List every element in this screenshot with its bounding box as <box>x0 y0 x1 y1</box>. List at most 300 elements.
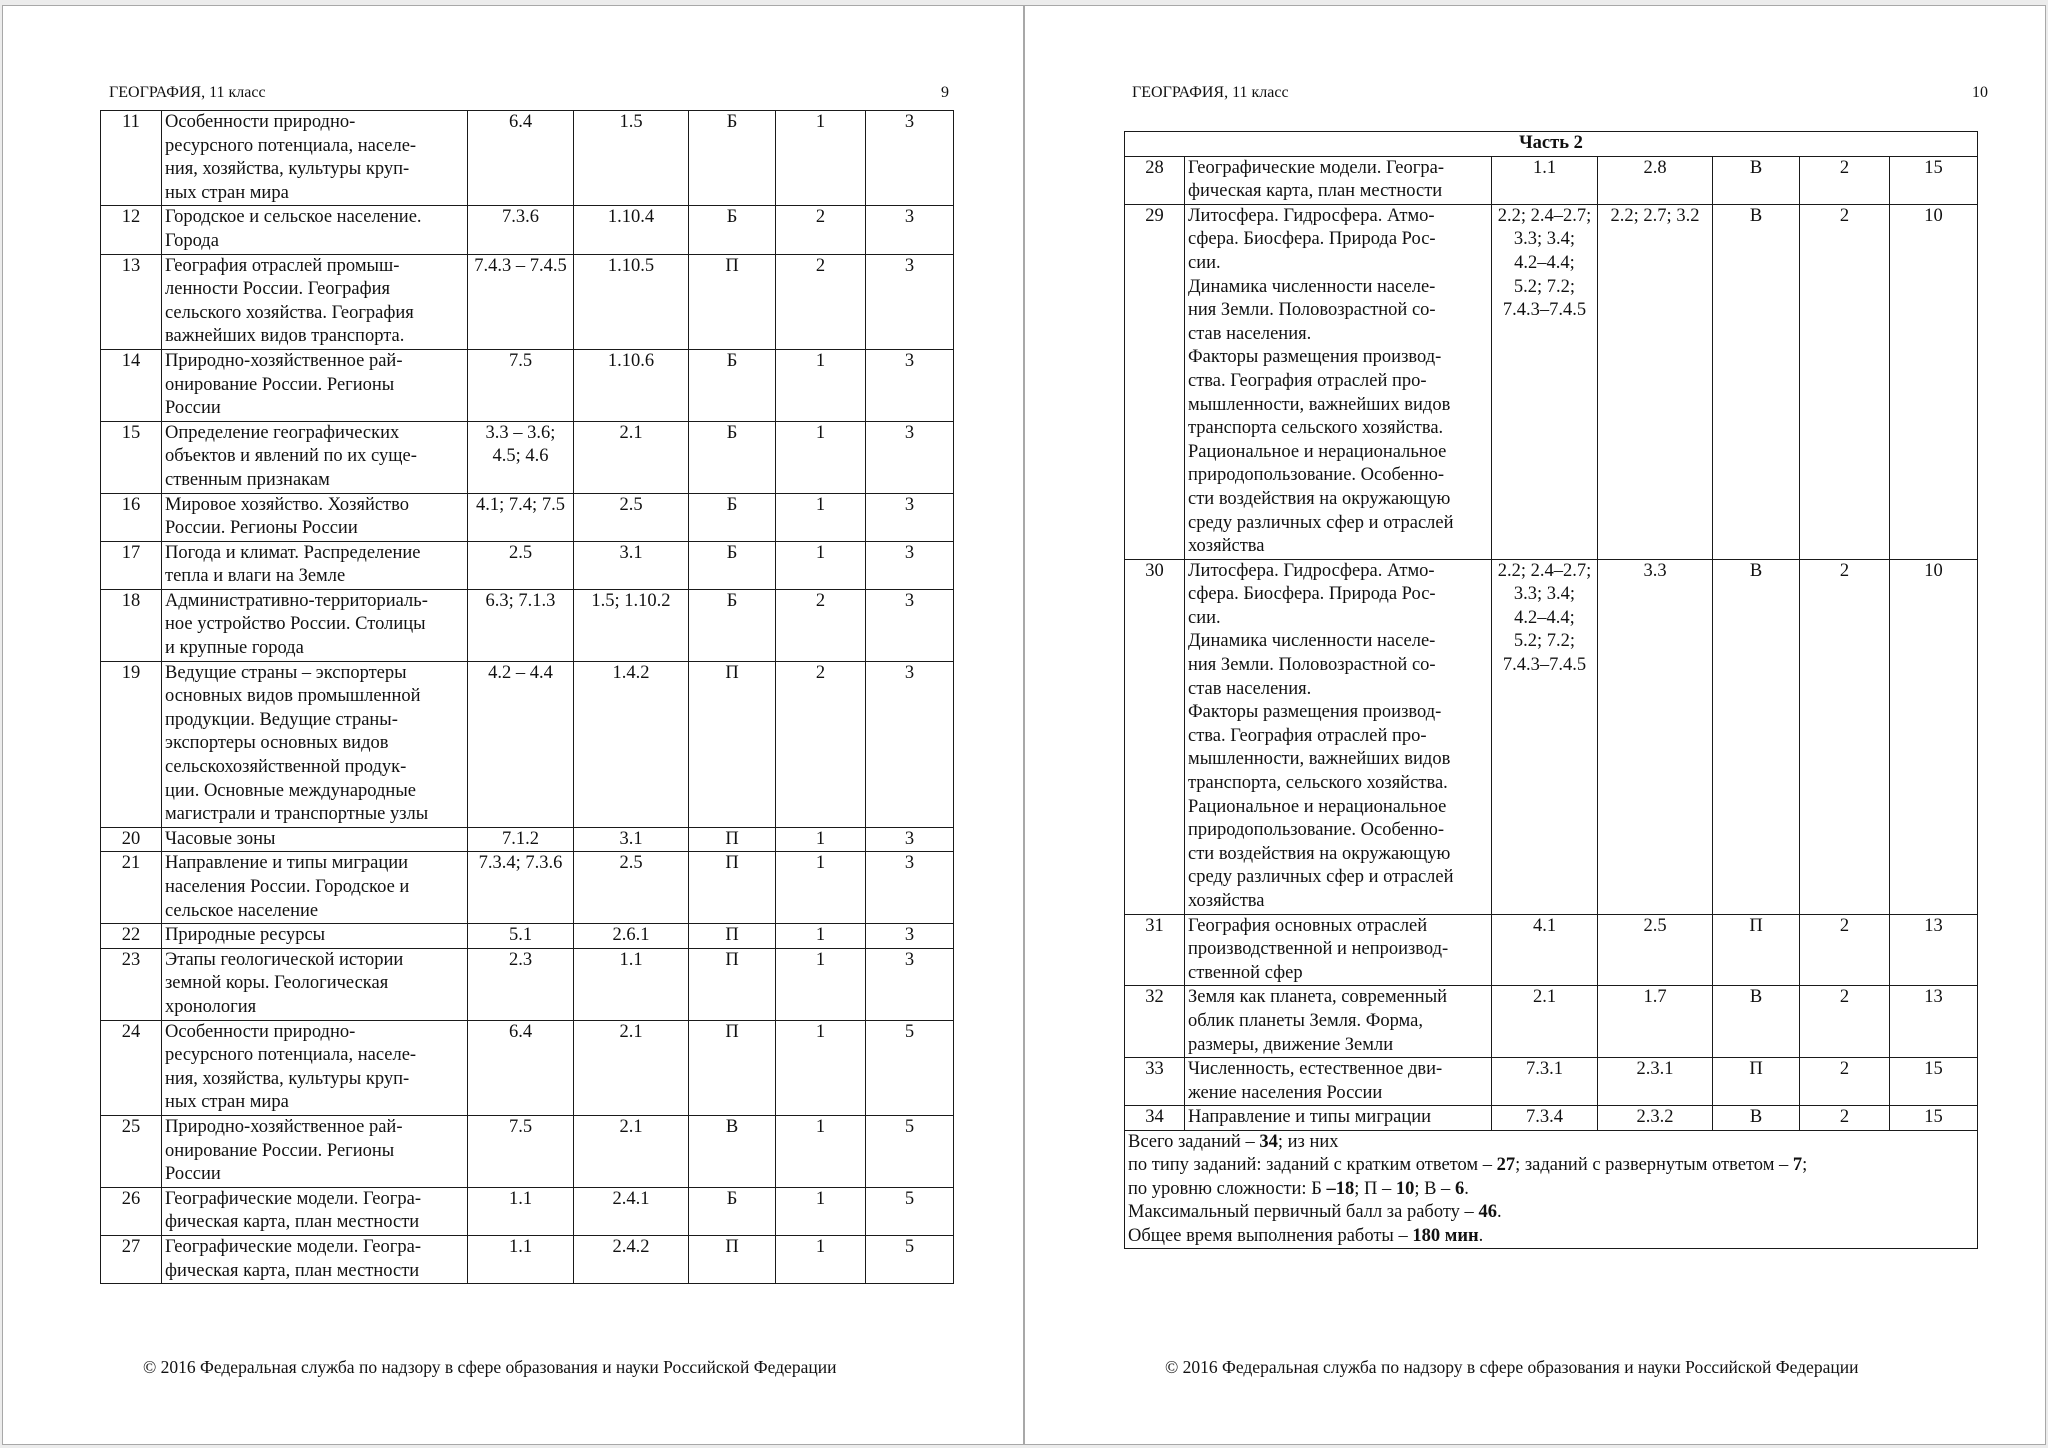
header-title: ГЕОГРАФИЯ, 11 класс <box>109 84 266 101</box>
topic-line: хозяйства <box>1188 536 1265 557</box>
table-row <box>101 827 954 852</box>
table-row <box>101 1235 954 1283</box>
spec-table <box>100 110 954 1284</box>
content-code <box>468 948 574 1020</box>
task-topic <box>162 852 468 924</box>
requirement-code <box>574 206 689 254</box>
topic-line: Особенности природно- <box>165 1021 356 1042</box>
max-score: 3 <box>866 948 954 1020</box>
max-time: 1 <box>776 541 866 589</box>
table-row <box>101 924 954 949</box>
topic-line: Направление и типы миграции <box>165 853 409 874</box>
topic-line: ное устройство России. Столицы <box>165 614 426 635</box>
max-time: 1 <box>776 924 866 949</box>
topic-line: Литосфера. Гидросфера. Атмо- <box>1188 205 1435 226</box>
topic-line: сии. <box>1188 252 1221 273</box>
table-row <box>101 661 954 827</box>
max-time: 2 <box>1800 156 1890 204</box>
difficulty-level: П <box>689 661 776 827</box>
c1-line: 6.4 <box>508 1021 533 1042</box>
max-score: 5 <box>866 1235 954 1283</box>
topic-line: став населения. <box>1188 323 1312 344</box>
requirement-code <box>574 589 689 661</box>
c1-line: 3.3; 3.4; <box>1513 229 1576 250</box>
topic-line: Динамика численности населе- <box>1188 631 1436 652</box>
summary-max-score: Максимальный первичный балл за работу – 46. <box>1128 1202 1502 1223</box>
topic-line: природопользование. Особенно- <box>1188 465 1445 486</box>
topic-line: тепла и влаги на Земле <box>165 566 346 587</box>
topic-line: Природно-хозяйственное рай- <box>165 1116 403 1137</box>
max-time: 1 <box>776 948 866 1020</box>
task-topic <box>1185 986 1492 1058</box>
max-time: 1 <box>776 349 866 421</box>
max-time: 1 <box>776 1115 866 1187</box>
topic-line: ных стран мира <box>165 1092 289 1113</box>
max-score: 3 <box>866 493 954 541</box>
topic-line: Природные ресурсы <box>165 925 326 946</box>
content-code <box>468 254 574 349</box>
difficulty-level: В <box>689 1115 776 1187</box>
topic-line: населения России. Городское и <box>165 877 410 897</box>
difficulty-level: Б <box>689 589 776 661</box>
page-number: 9 <box>941 84 949 101</box>
topic-line: продукции. Ведущие страны- <box>165 709 398 730</box>
content-code <box>468 827 574 852</box>
topic-line: Особенности природно- <box>165 112 356 132</box>
c1-line: 2.2; 2.4–2.7; <box>1497 205 1592 226</box>
page-header <box>1132 83 1988 103</box>
requirement-code <box>574 1235 689 1283</box>
topic-line: сти воздействия на окружающую <box>1188 843 1451 864</box>
topic-line: География отраслей промыш- <box>165 255 400 276</box>
topic-line: России <box>165 1164 221 1185</box>
summary-cell <box>1125 1130 1978 1248</box>
topic-line: Города <box>165 230 219 251</box>
summary-body <box>1125 1130 1978 1248</box>
table-row <box>101 541 954 589</box>
topic-line: ния, хозяйства, культуры круп- <box>165 1068 410 1089</box>
task-number: 25 <box>101 1115 162 1187</box>
requirement-code <box>1598 914 1713 986</box>
topic-line: хронология <box>165 996 257 1017</box>
requirement-code <box>1598 156 1713 204</box>
task-number: 33 <box>1125 1058 1185 1106</box>
difficulty-level: П <box>689 254 776 349</box>
topic-line: Земля как планета, современный <box>1188 987 1448 1008</box>
table-row <box>1125 1058 1978 1106</box>
c1-line: 1.1 <box>1532 157 1557 178</box>
max-time: 1 <box>776 493 866 541</box>
content-code <box>468 349 574 421</box>
topic-line: Рациональное и нерациональное <box>1188 796 1447 817</box>
c1-line: 7.3.4 <box>1526 1107 1563 1128</box>
topic-line: Городское и сельское население. <box>165 207 422 228</box>
task-number: 26 <box>101 1187 162 1235</box>
topic-line: онирование России. Регионы <box>165 1140 395 1161</box>
topic-line: сельскохозяйственной продук- <box>165 757 407 778</box>
c2-line: 2.4.1 <box>612 1188 650 1209</box>
c1-line: 7.5 <box>508 350 533 371</box>
task-number: 11 <box>101 111 162 206</box>
topic-line: Определение географических <box>165 422 400 443</box>
spec-table <box>1124 131 1978 1249</box>
topic-line: ния Земли. Половозрастной со- <box>1188 655 1436 676</box>
summary-row <box>1125 1130 1978 1248</box>
content-code <box>468 661 574 827</box>
task-number: 20 <box>101 827 162 852</box>
topic-line: сельского хозяйства. География <box>165 302 414 323</box>
topic-line: Рациональное и нерациональное <box>1188 441 1447 462</box>
content-code <box>468 111 574 206</box>
task-topic <box>1185 1058 1492 1106</box>
table-row <box>1125 156 1978 204</box>
topic-line: фическая карта, план местности <box>165 1260 420 1281</box>
topic-line: ственной сфер <box>1188 962 1303 983</box>
max-score: 5 <box>866 1020 954 1115</box>
max-time: 2 <box>1800 986 1890 1058</box>
task-number: 16 <box>101 493 162 541</box>
topic-line: транспорта, сельского хозяйства. <box>1188 773 1448 794</box>
c2-line: 1.4.2 <box>612 662 650 683</box>
content-code <box>468 206 574 254</box>
c2-line: 3.1 <box>619 828 643 849</box>
topic-line: сельское население <box>165 900 319 921</box>
requirement-code <box>574 1115 689 1187</box>
c2-line: 1.5; 1.10.2 <box>591 590 671 611</box>
table-row <box>101 1115 954 1187</box>
c2-line: 2.1 <box>619 1021 643 1042</box>
max-time: 2 <box>776 206 866 254</box>
topic-line: мышленности, важнейших видов <box>1188 749 1451 770</box>
topic-line: ресурсного потенциала, населе- <box>165 1045 417 1066</box>
c2-line: 1.7 <box>1643 987 1667 1008</box>
max-time: 2 <box>776 589 866 661</box>
content-code <box>1492 156 1598 204</box>
topic-line: Литосфера. Гидросфера. Атмо- <box>1188 560 1435 581</box>
c1-line: 4.2 – 4.4 <box>488 662 553 683</box>
c2-line: 2.5 <box>619 494 643 515</box>
c1-line: 2.5 <box>508 542 533 563</box>
max-time: 2 <box>1800 1058 1890 1106</box>
max-score: 13 <box>1890 986 1978 1058</box>
requirement-code <box>1598 1106 1713 1131</box>
topic-line: земной коры. Геологическая <box>165 973 389 994</box>
difficulty-level: В <box>1713 986 1800 1058</box>
topic-line: ственным признакам <box>165 469 330 490</box>
difficulty-level: Б <box>689 541 776 589</box>
max-score: 3 <box>866 924 954 949</box>
max-score: 10 <box>1890 559 1978 914</box>
max-time: 1 <box>776 827 866 852</box>
c2-line: 2.8 <box>1643 157 1667 178</box>
task-topic <box>162 1020 468 1115</box>
topic-line: размеры, движение Земли <box>1188 1034 1394 1055</box>
topic-line: экспортеры основных видов <box>165 733 389 754</box>
task-topic <box>162 1115 468 1187</box>
topic-line: хозяйства <box>1188 891 1265 911</box>
topic-line: Географические модели. Геогра- <box>165 1236 421 1257</box>
topic-line: жение населения России <box>1188 1082 1383 1103</box>
task-topic <box>162 421 468 493</box>
topic-line: мышленности, важнейших видов <box>1188 394 1451 415</box>
table-row <box>1125 1106 1978 1131</box>
max-time: 2 <box>1800 559 1890 914</box>
content-code <box>468 1115 574 1187</box>
requirement-code <box>1598 559 1713 914</box>
max-score: 3 <box>866 111 954 206</box>
requirement-code <box>574 493 689 541</box>
max-time: 2 <box>1800 1106 1890 1131</box>
c2-line: 2.3.2 <box>1636 1107 1674 1128</box>
summary-total-time: Общее время выполнения работы – 180 мин. <box>1128 1225 1484 1246</box>
topic-line: Динамика численности населе- <box>1188 276 1436 297</box>
requirement-code <box>574 1020 689 1115</box>
table-row <box>101 349 954 421</box>
max-time: 2 <box>776 254 866 349</box>
c2-line: 1.5 <box>619 112 643 132</box>
copyright-footer: © 2016 Федеральная служба по надзору в сфере образования и науки Российской Федерации <box>1165 1357 1859 1377</box>
topic-line: среду различных сфер и отраслей <box>1188 512 1454 533</box>
task-topic <box>162 349 468 421</box>
max-score: 3 <box>866 827 954 852</box>
max-score: 5 <box>866 1187 954 1235</box>
task-topic <box>162 589 468 661</box>
max-score: 3 <box>866 254 954 349</box>
max-time: 1 <box>776 1020 866 1115</box>
topic-line: Географические модели. Геогра- <box>1188 157 1444 178</box>
c2-line: 2.6.1 <box>612 925 650 946</box>
task-number: 34 <box>1125 1106 1185 1131</box>
difficulty-level: Б <box>689 111 776 206</box>
c1-line: 4.2–4.4; <box>1514 607 1575 628</box>
task-number: 21 <box>101 852 162 924</box>
topic-line: России <box>165 398 221 419</box>
task-topic <box>1185 1106 1492 1131</box>
c1-line: 7.3.6 <box>502 207 539 228</box>
part-title: Часть 2 <box>1125 132 1978 157</box>
requirement-code <box>574 254 689 349</box>
topic-line: сфера. Биосфера. Природа Рос- <box>1188 584 1436 605</box>
c2-line: 2.1 <box>619 422 643 443</box>
c1-line: 6.3; 7.1.3 <box>485 590 556 611</box>
task-topic <box>1185 204 1492 559</box>
c1-line: 5.1 <box>508 925 533 946</box>
page-header <box>109 83 949 103</box>
difficulty-level: П <box>689 827 776 852</box>
copyright-footer: © 2016 Федеральная служба по надзору в сфере образования и науки Российской Федерации <box>143 1357 837 1377</box>
content-code <box>468 541 574 589</box>
task-number: 22 <box>101 924 162 949</box>
c2-line: 3.3 <box>1643 560 1667 581</box>
difficulty-level: Б <box>689 349 776 421</box>
difficulty-level: П <box>689 924 776 949</box>
content-code <box>468 852 574 924</box>
task-number: 17 <box>101 541 162 589</box>
table-row <box>1125 914 1978 986</box>
c2-line: 1.10.4 <box>607 207 655 228</box>
topic-line: Административно-территориаль- <box>165 590 428 611</box>
max-score: 3 <box>866 589 954 661</box>
task-topic <box>162 111 468 206</box>
topic-line: магистрали и транспортные узлы <box>165 804 429 825</box>
task-topic <box>162 493 468 541</box>
task-number: 24 <box>101 1020 162 1115</box>
requirement-code <box>574 924 689 949</box>
task-number: 13 <box>101 254 162 349</box>
difficulty-level: Б <box>689 493 776 541</box>
topic-line: производственной и непроизвод- <box>1188 939 1449 960</box>
task-number: 29 <box>1125 204 1185 559</box>
topic-line: ленности России. География <box>165 279 390 300</box>
page-number: 10 <box>1972 84 1988 101</box>
requirement-code <box>574 541 689 589</box>
table-row <box>101 111 954 206</box>
task-topic <box>1185 156 1492 204</box>
c1-line: 2.2; 2.4–2.7; <box>1497 560 1592 581</box>
c2-line: 1.1 <box>619 949 643 970</box>
c1-line: 5.2; 7.2; <box>1513 276 1576 297</box>
topic-line: среду различных сфер и отраслей <box>1188 867 1454 888</box>
max-score: 13 <box>1890 914 1978 986</box>
table-row <box>1125 559 1978 914</box>
topic-line: Этапы геологической истории <box>165 949 404 970</box>
max-score: 15 <box>1890 1106 1978 1131</box>
task-number: 19 <box>101 661 162 827</box>
max-score: 3 <box>866 541 954 589</box>
task-topic <box>1185 914 1492 986</box>
table-row <box>101 589 954 661</box>
page-10 <box>1024 5 2046 1445</box>
task-topic <box>162 1235 468 1283</box>
max-score: 5 <box>866 1115 954 1187</box>
c1-line: 7.4.3 – 7.4.5 <box>474 255 567 276</box>
task-number: 14 <box>101 349 162 421</box>
topic-line: важнейших видов транспорта. <box>165 326 405 347</box>
summary-total: Всего заданий – 34; из них <box>1128 1131 1339 1152</box>
spec-table-body <box>101 111 954 1284</box>
topic-line: Факторы размещения производ- <box>1188 347 1442 368</box>
difficulty-level: П <box>1713 914 1800 986</box>
topic-line: География основных отраслей <box>1188 915 1428 936</box>
difficulty-level: Б <box>689 206 776 254</box>
c1-line: 7.5 <box>508 1116 533 1137</box>
task-topic <box>162 206 468 254</box>
topic-line: Погода и климат. Распределение <box>165 542 421 563</box>
c1-line: 7.3.4; 7.3.6 <box>478 853 563 874</box>
c2-line: 2.5 <box>619 853 643 874</box>
topic-line: объектов и явлений по их суще- <box>165 446 417 467</box>
task-number: 27 <box>101 1235 162 1283</box>
requirement-code <box>574 421 689 493</box>
table-row <box>1125 204 1978 559</box>
c2-line: 2.5 <box>1643 915 1667 936</box>
content-code <box>1492 1058 1598 1106</box>
task-number: 28 <box>1125 156 1185 204</box>
c1-line: 6.4 <box>508 112 533 132</box>
requirement-code <box>574 948 689 1020</box>
part-title-row <box>1125 132 1978 157</box>
c1-line: 1.1 <box>508 1236 533 1257</box>
max-time: 2 <box>1800 914 1890 986</box>
page-9 <box>2 5 1024 1445</box>
topic-line: фическая карта, план местности <box>165 1212 420 1233</box>
topic-line: Мировое хозяйство. Хозяйство <box>165 494 410 515</box>
task-number: 15 <box>101 421 162 493</box>
max-time: 1 <box>776 111 866 206</box>
table-row <box>101 1187 954 1235</box>
requirement-code <box>574 852 689 924</box>
max-score: 3 <box>866 421 954 493</box>
topic-line: облик планеты Земля. Форма, <box>1188 1010 1423 1031</box>
c1-line: 3.3; 3.4; <box>1513 584 1576 605</box>
content-code <box>1492 204 1598 559</box>
topic-line: Ведущие страны – экспортеры <box>165 662 407 683</box>
max-time: 1 <box>776 852 866 924</box>
topic-line: ства. География отраслей про- <box>1188 370 1427 391</box>
max-score: 15 <box>1890 156 1978 204</box>
c1-line: 4.1; 7.4; 7.5 <box>476 494 565 515</box>
c1-line: 5.2; 7.2; <box>1513 631 1576 652</box>
difficulty-level: П <box>689 852 776 924</box>
task-number: 30 <box>1125 559 1185 914</box>
task-number: 12 <box>101 206 162 254</box>
requirement-code <box>1598 986 1713 1058</box>
difficulty-level: В <box>1713 156 1800 204</box>
task-number: 23 <box>101 948 162 1020</box>
task-topic <box>162 541 468 589</box>
table-row <box>101 254 954 349</box>
max-time: 1 <box>776 1187 866 1235</box>
topic-line: сфера. Биосфера. Природа Рос- <box>1188 229 1436 250</box>
requirement-code <box>1598 204 1713 559</box>
topic-line: став населения. <box>1188 678 1312 699</box>
c1-line: 7.4.3–7.4.5 <box>1502 300 1587 321</box>
task-topic <box>162 827 468 852</box>
task-topic <box>1185 559 1492 914</box>
content-code <box>1492 559 1598 914</box>
c1-line: 7.4.3–7.4.5 <box>1502 655 1587 676</box>
content-code <box>1492 986 1598 1058</box>
c2-line: 1.10.5 <box>607 255 655 276</box>
max-time: 1 <box>776 421 866 493</box>
topic-line: Часовые зоны <box>165 828 276 849</box>
c2-line: 2.1 <box>619 1116 643 1137</box>
topic-line: Географические модели. Геогра- <box>165 1188 421 1209</box>
difficulty-level: В <box>1713 1106 1800 1131</box>
task-number: 32 <box>1125 986 1185 1058</box>
requirement-code <box>574 827 689 852</box>
requirement-code <box>1598 1058 1713 1106</box>
task-number: 18 <box>101 589 162 661</box>
content-code <box>468 493 574 541</box>
difficulty-level: П <box>1713 1058 1800 1106</box>
c2-line: 3.1 <box>619 542 643 563</box>
table-row <box>101 948 954 1020</box>
task-topic <box>162 948 468 1020</box>
c1-line: 4.2–4.4; <box>1514 252 1575 273</box>
max-score: 3 <box>866 206 954 254</box>
c1-line: 2.1 <box>1532 987 1557 1008</box>
c1-line: 7.3.1 <box>1526 1059 1563 1080</box>
c1-line: 4.1 <box>1532 915 1557 936</box>
table-row <box>101 1020 954 1115</box>
difficulty-level: П <box>689 1020 776 1115</box>
summary-by-type: по типу заданий: заданий с кратким ответом – 27; заданий с развернутым ответом – 7; <box>1128 1155 1808 1176</box>
c1-line: 3.3 – 3.6; <box>485 422 556 443</box>
task-number: 31 <box>1125 914 1185 986</box>
topic-line: Численность, естественное дви- <box>1188 1059 1443 1080</box>
max-score: 3 <box>866 349 954 421</box>
